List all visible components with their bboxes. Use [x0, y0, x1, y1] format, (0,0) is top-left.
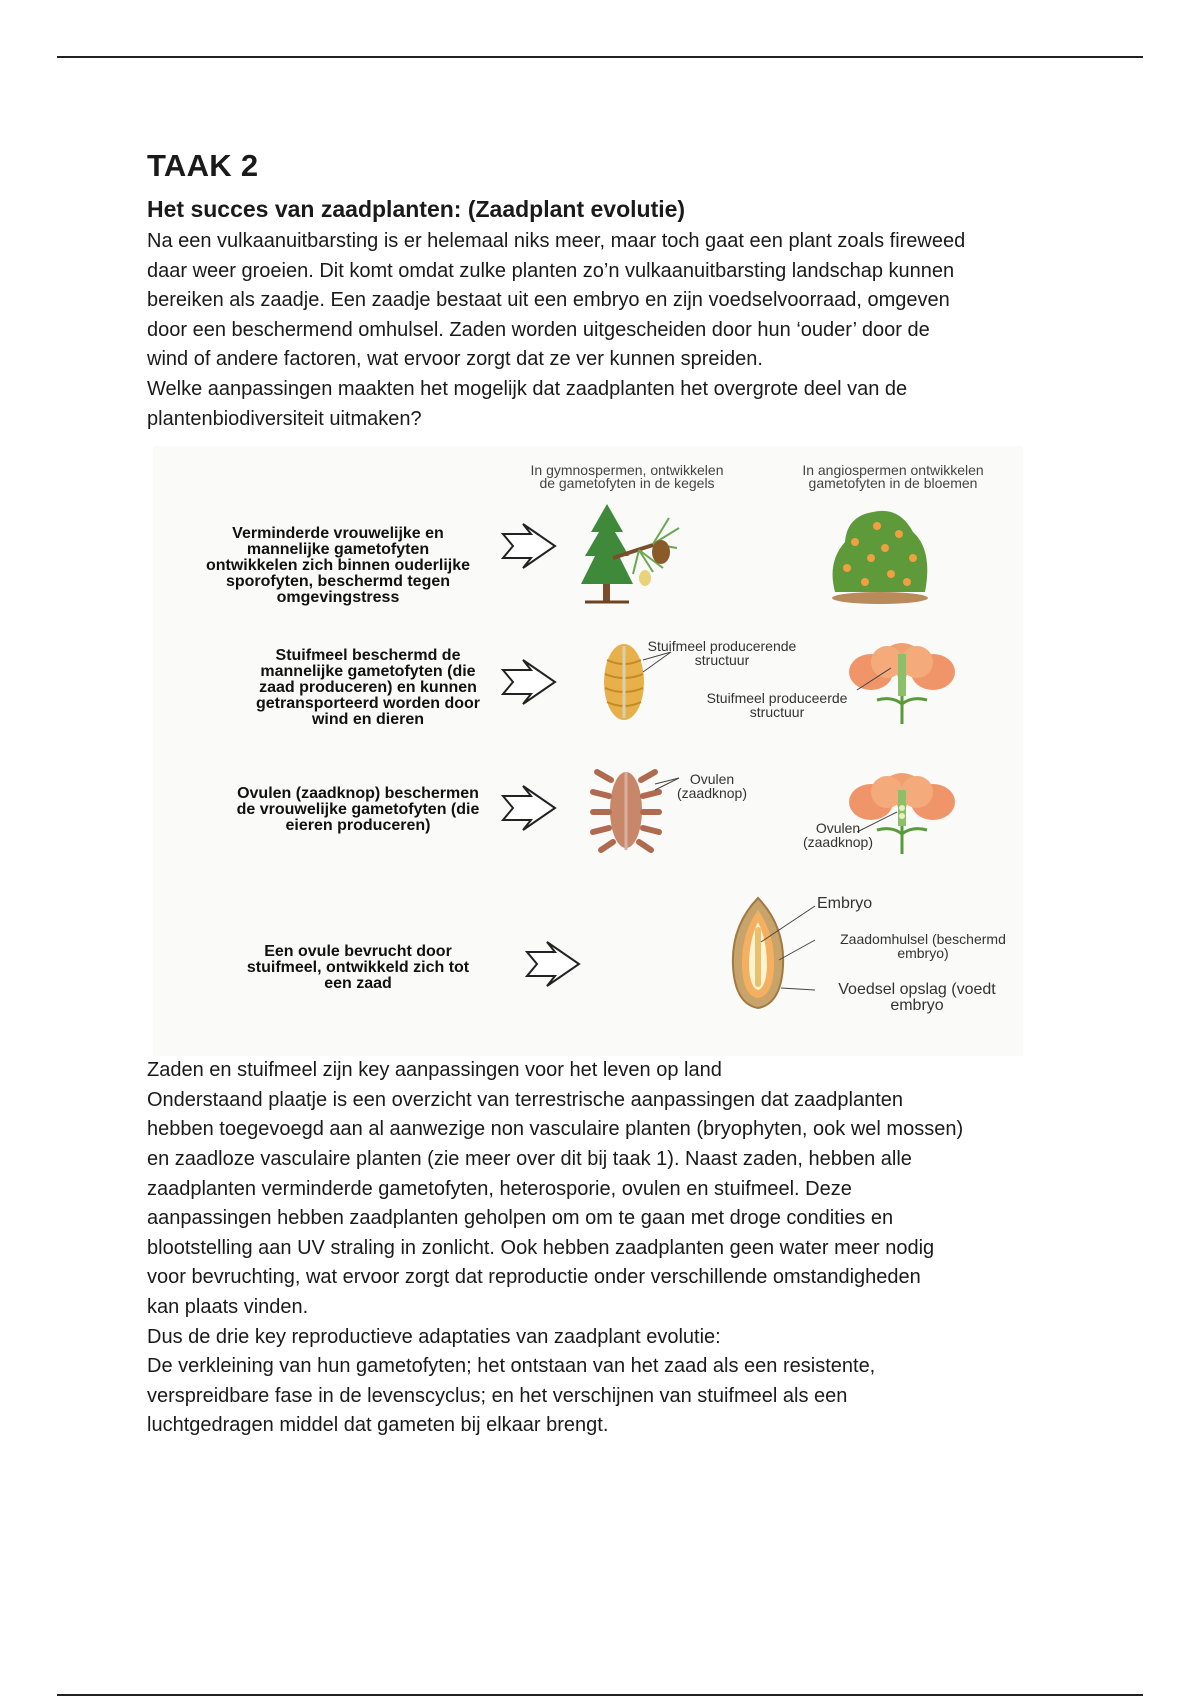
text-line: door een beschermend omhulsel. Zaden worden uitgescheiden door hun ‘ouder’ door de	[147, 318, 930, 341]
text-line: kan plaats vinden.	[147, 1295, 309, 1318]
pine-tree-icon	[573, 498, 683, 608]
text-line: verspreidbare fase in de levenscyclus; en het verschijnen van stuifmeel als een	[147, 1384, 848, 1407]
food-storage-label: Voedsel opslag (voedt embryo	[838, 981, 996, 1015]
text-line: en zaadloze vasculaire planten (zie meer over dit bij taak 1). Naast zaden, hebben alle	[147, 1147, 912, 1170]
page-title: TAAK 2	[147, 148, 259, 183]
text-line: daar weer groeien. Dit komt omdat zulke planten zo’n vulkaanuitbarsting landschap kunnen	[147, 259, 955, 282]
page-content	[147, 148, 1067, 1441]
arrow-right-icon	[501, 658, 557, 706]
arrow-right-icon	[525, 940, 581, 988]
text-line: plantenbiodiversiteit uitmaken?	[147, 407, 422, 430]
text-line: zaadplanten verminderde gametofyten, heterosporie, ovulen en stuifmeel. Deze	[147, 1177, 852, 1200]
seed-plant-adaptations-figure	[153, 446, 1023, 1056]
intro-paragraph	[147, 227, 1067, 434]
pointer-line	[759, 902, 819, 1002]
row-pollen-text: Stuifmeel beschermd de mannelijke gametofyten (die zaad produceren) en kunnen getransporteerd worden door wind en dieren	[255, 647, 481, 729]
row-seed-text: Een ovule bevrucht door stuifmeel, ontwikkeld zich tot een zaad	[246, 943, 470, 993]
embryo-label: Embryo	[817, 895, 873, 913]
header-rule	[57, 56, 1143, 58]
text-line: wind of andere factoren, wat ervoor zorgt dat ze ver kunnen spreiden.	[147, 348, 763, 371]
text-line: Onderstaand plaatje is een overzicht van terrestrische aanpassingen dat zaadplanten	[147, 1088, 904, 1111]
text-line: luchtgedragen middel dat gameten bij elkaar brengt.	[147, 1414, 609, 1437]
gymnosperm-column-caption: In gymnospermen, ontwikkelen de gametofyten in de kegels	[530, 462, 724, 492]
text-line: Na een vulkaanuitbarsting is er helemaal niks meer, maar toch gaat een plant zoals fireweed	[147, 230, 966, 252]
text-line: De verkleining van hun gametofyten; het ontstaan van het zaad als een resistente,	[147, 1355, 876, 1378]
text-line: voor bevruchting, wat ervoor zorgt dat reproductie onder verschillende omstandigheden	[147, 1266, 921, 1289]
seed-coat-label: Zaadomhulsel (beschermd embryo)	[840, 931, 1006, 962]
text-line: blootstelling aan UV straling in zonlicht. Ook hebben zaadplanten geen water meer nodig	[147, 1236, 935, 1259]
pollen-structure-label-angio: Stuifmeel produceerde structuur	[706, 690, 848, 721]
after-paragraph	[147, 1056, 1067, 1441]
text-line: hebben toegevoegd aan al aanwezige non vasculaire planten (bryophyten, ook wel mossen)	[147, 1118, 964, 1141]
row-reduced-gametophytes-text: Verminderde vrouwelijke en mannelijke gametofyten ontwikkelen zich binnen ouderlijke sporofyten, beschermd tegen omgevingstress	[205, 525, 471, 607]
flower-pollen-icon	[847, 638, 957, 728]
ovule-label-gymno: Ovulen (zaadknop)	[676, 771, 748, 802]
text-line: aanpassingen hebben zaadplanten geholpen om om te gaan met droge condities en	[147, 1207, 894, 1230]
footer-rule	[57, 1694, 1143, 1696]
text-line: bereiken als zaadje. Een zaadje bestaat uit een embryo en zijn voedselvoorraad, omgeven	[147, 289, 950, 312]
text-line: Welke aanpassingen maakten het mogelijk dat zaadplanten het overgrote deel van de	[147, 377, 908, 400]
ovule-label-angio: Ovulen (zaadknop)	[802, 820, 874, 851]
text-line: Zaden en stuifmeel zijn key aanpassingen voor het leven op land	[147, 1059, 722, 1082]
flowering-shrub-icon	[825, 502, 935, 606]
pollen-structure-label-gymno: Stuifmeel producerende structuur	[647, 638, 797, 669]
arrow-right-icon	[501, 784, 557, 832]
text-line: Dus de drie key reproductieve adaptaties van zaadplant evolutie:	[147, 1325, 721, 1348]
row-ovules-text: Ovulen (zaadknop) beschermen de vrouwelijke gametofyten (die eieren produceren)	[236, 785, 480, 835]
angiosperm-column-caption: In angiospermen ontwikkelen gametofyten in de bloemen	[802, 462, 984, 492]
page-subtitle: Het succes van zaadplanten: (Zaadplant evolutie)	[147, 196, 686, 222]
arrow-right-icon	[501, 522, 557, 570]
ovulate-cone-icon	[591, 764, 661, 856]
